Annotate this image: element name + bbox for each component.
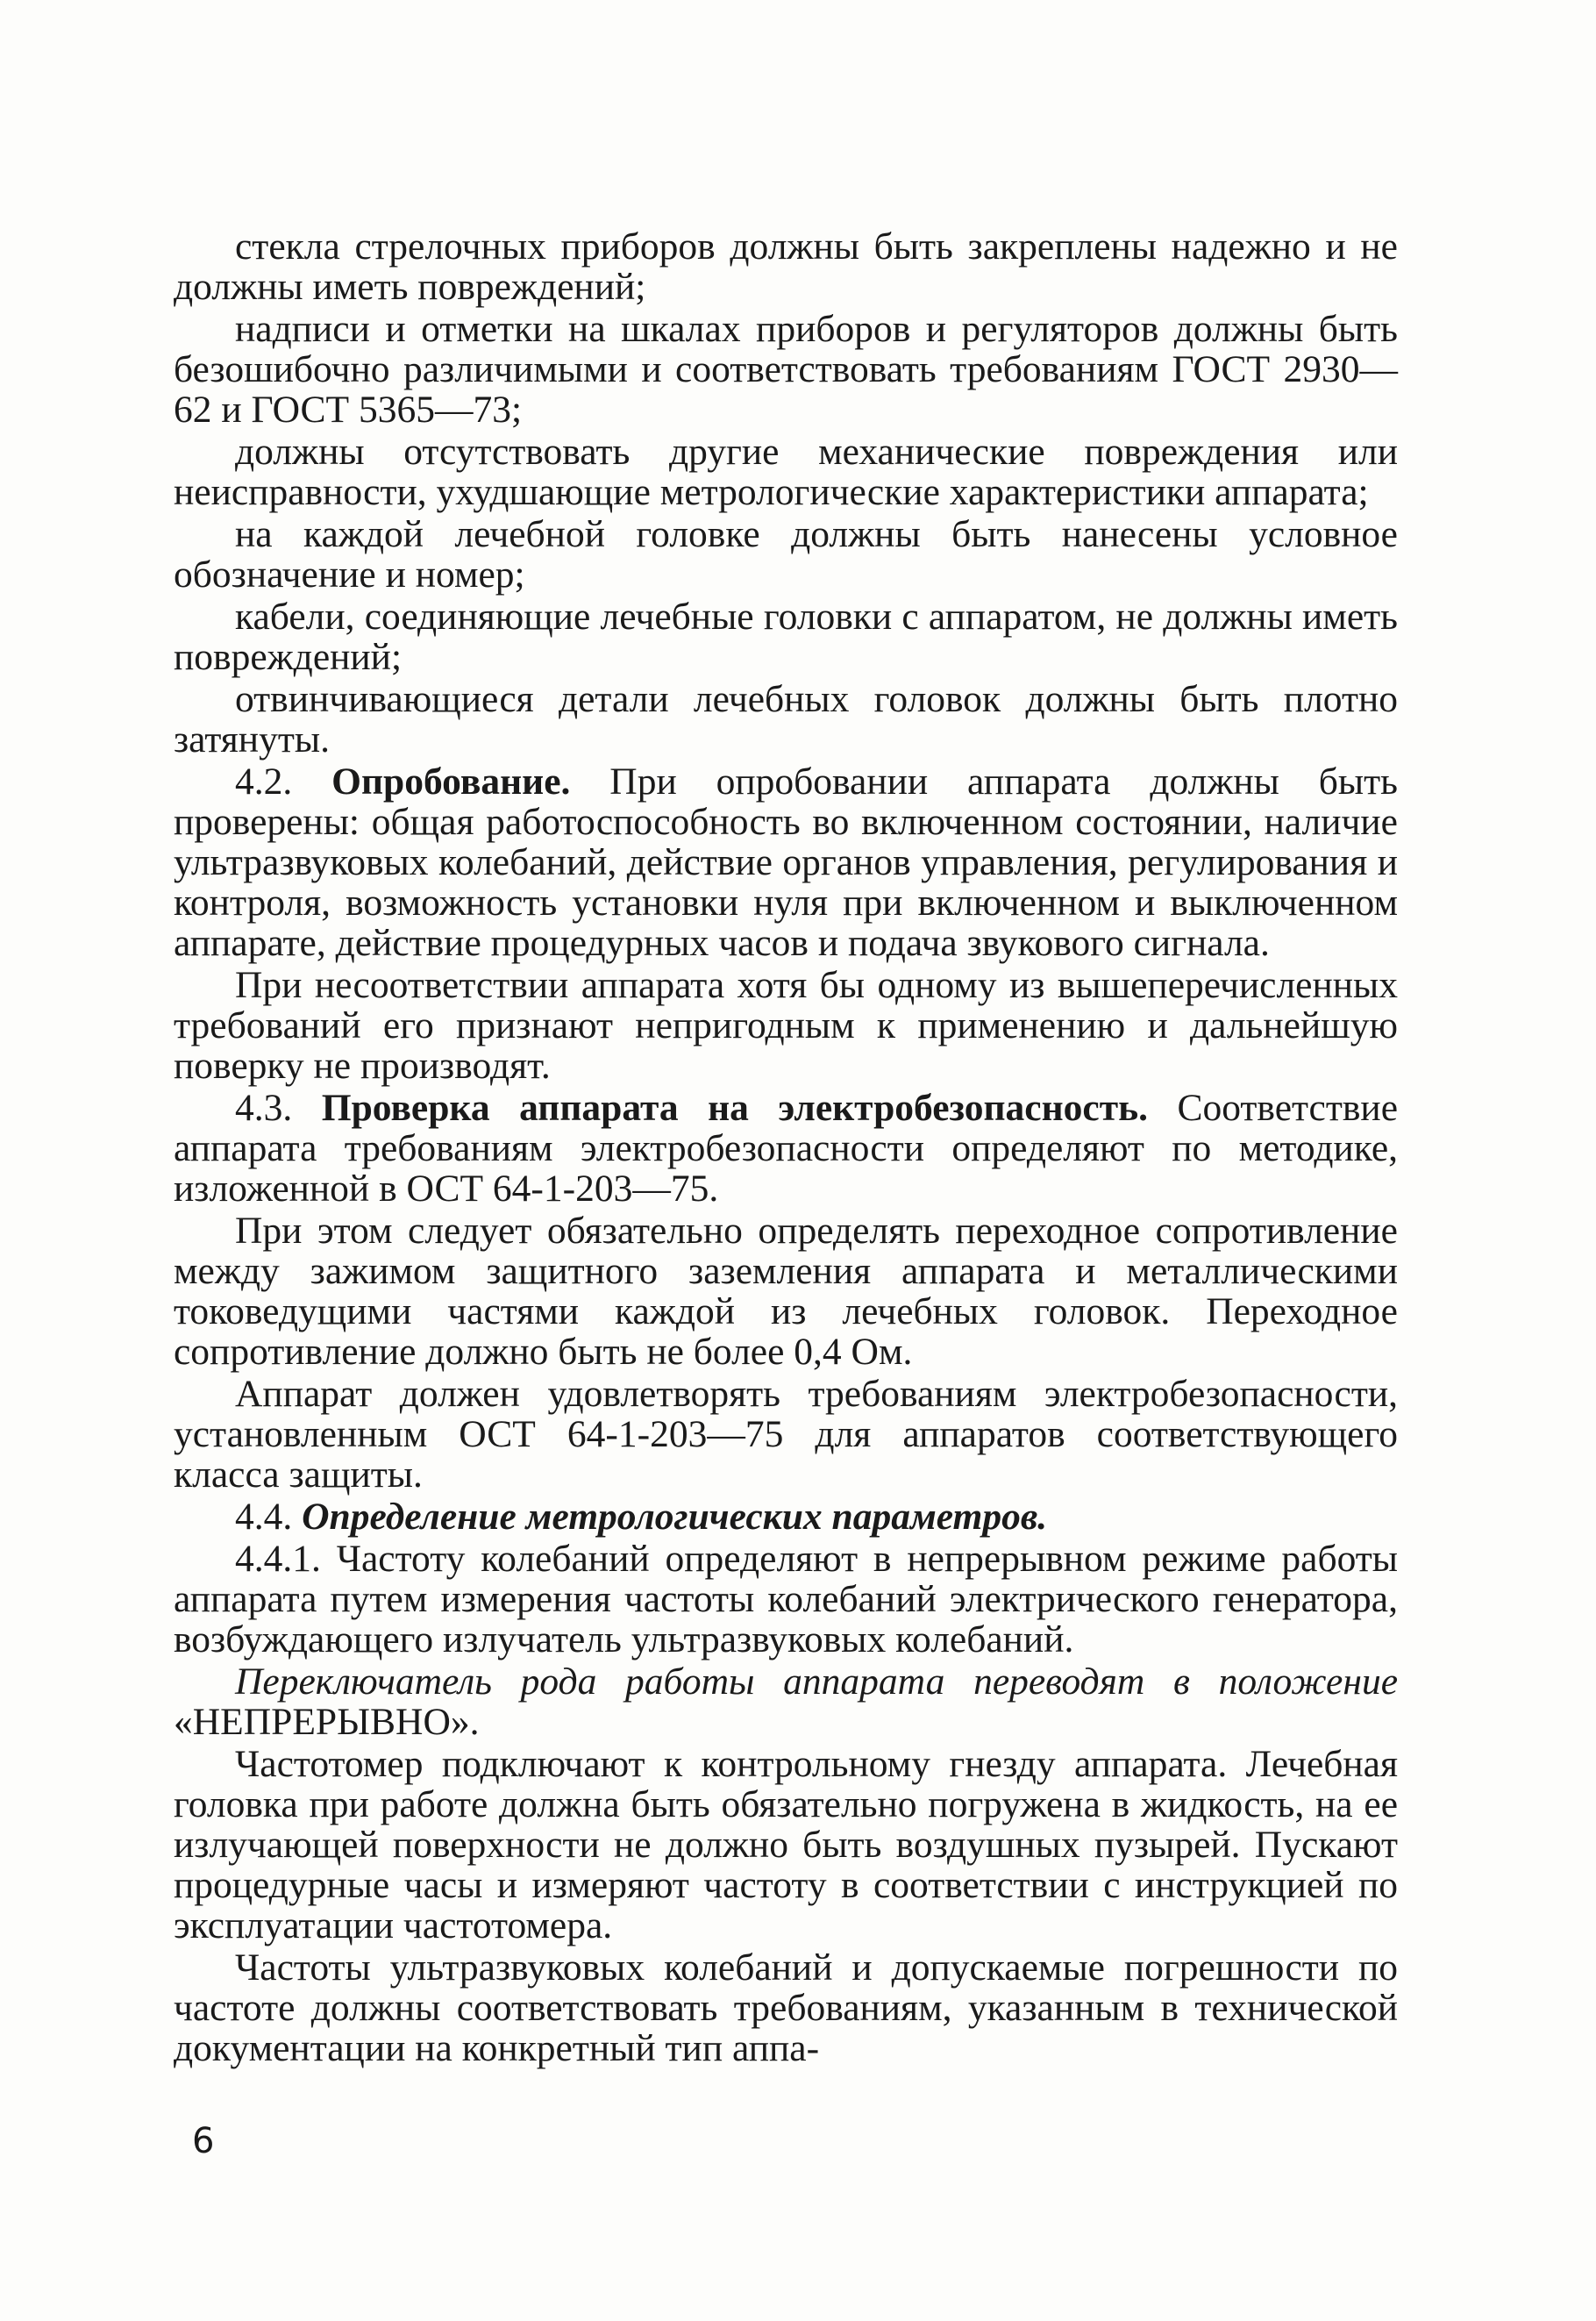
section-4-4-number: 4.4. bbox=[235, 1496, 293, 1538]
section-4-4 bbox=[174, 1496, 1398, 1537]
paragraph-screws: отвинчивающиеся детали лечебных головок должны быть плотно затянуты. bbox=[174, 678, 1398, 761]
section-4-4-1-para-2: Частотомер подключают к контрольному гнезду аппарата. Лечебная головка при работе должна быть обязательно погружена в жидкость, на ее излучающей поверхности не должно быть воздушных пузырей. Пускают процедурные часы и измеряют частоту в соответствии с инструкцией по эксплуатации частотомера. bbox=[174, 1743, 1398, 1946]
section-4-2-body: При опробовании аппарата должны быть проверены: общая работоспособность во включенном состоянии, наличие ультразвуковых колебаний, действие органов управления, регулирования и контроля, возможность установки нуля при включенном и выключенном аппарате, действие процедурных часов и подача звукового сигнала. bbox=[174, 761, 1399, 964]
section-4-3-number: 4.3. bbox=[235, 1087, 293, 1129]
section-4-2-heading: Опробование. bbox=[331, 761, 571, 803]
italic-note-text: Переключатель рода работы аппарата переводят в положение bbox=[235, 1660, 1398, 1703]
section-4-2-followup: При несоответствии аппарата хотя бы одному из вышеперечисленных требований его признают непригодным к применению и дальнейшую поверку не производят. bbox=[174, 964, 1398, 1087]
section-4-4-1-para-3: Частоты ультразвуковых колебаний и допускаемые погрешности по частоте должны соответствовать требованиям, указанным в технической документации на конкретный тип аппа- bbox=[174, 1946, 1398, 2069]
paragraph-glass: стекла стрелочных приборов должны быть закреплены надежно и не должны иметь повреждений; bbox=[174, 225, 1398, 308]
paragraph-scales: надписи и отметки на шкалах приборов и регуляторов должны быть безошибочно различимыми и соответствовать требованиям ГОСТ 2930—62 и ГОСТ 5365—73; bbox=[174, 308, 1398, 431]
section-4-3-body: Соответствие аппарата требованиям электробезопасности определяют по методике, изложенной в ОСТ 64-1-203—75. bbox=[174, 1087, 1399, 1210]
document-body bbox=[174, 226, 1398, 2070]
section-4-3-heading: Проверка аппарата на электробезопасность. bbox=[321, 1087, 1148, 1129]
section-4-4-heading: Определение метрологических параметров. bbox=[302, 1496, 1048, 1538]
section-4-3-followup-2: Аппарат должен удовлетворять требованиям электробезопасности, установленным ОСТ 64-1-203—75 для аппаратов соответствующего класса защиты. bbox=[174, 1373, 1398, 1496]
section-4-4-1-body: Частоту колебаний определяют в непрерывном режиме работы аппарата путем измерения частоты колебаний электрического генератора, возбуждающего излучатель ультразвуковых колебаний. bbox=[174, 1538, 1398, 1660]
section-4-4-1-italic-note bbox=[174, 1661, 1398, 1742]
section-4-2-number: 4.2. bbox=[235, 761, 293, 803]
paragraph-head-marking: на каждой лечебной головке должны быть нанесены условное обозначение и номер; bbox=[174, 513, 1398, 596]
section-4-3-followup-1: При этом следует обязательно определять переходное сопротивление между зажимом защитного заземления аппарата и металлическими токоведущими частями каждой из лечебных головок. Переходное сопротивление должно быть не более 0,4 Ом. bbox=[174, 1210, 1398, 1373]
page-number: 6 bbox=[192, 2121, 215, 2161]
section-4-3 bbox=[174, 1088, 1398, 1209]
paragraph-damage: должны отсутствовать другие механические повреждения или неисправности, ухудшающие метрологические характеристики аппарата; bbox=[174, 431, 1398, 513]
italic-note-value: «НЕПРЕРЫВНО». bbox=[174, 1701, 480, 1743]
section-4-4-1 bbox=[174, 1539, 1398, 1660]
paragraph-cables: кабели, соединяющие лечебные головки с аппаратом, не должны иметь повреждений; bbox=[174, 596, 1398, 678]
section-4-4-1-number: 4.4.1. bbox=[235, 1538, 321, 1580]
section-4-2 bbox=[174, 761, 1398, 963]
